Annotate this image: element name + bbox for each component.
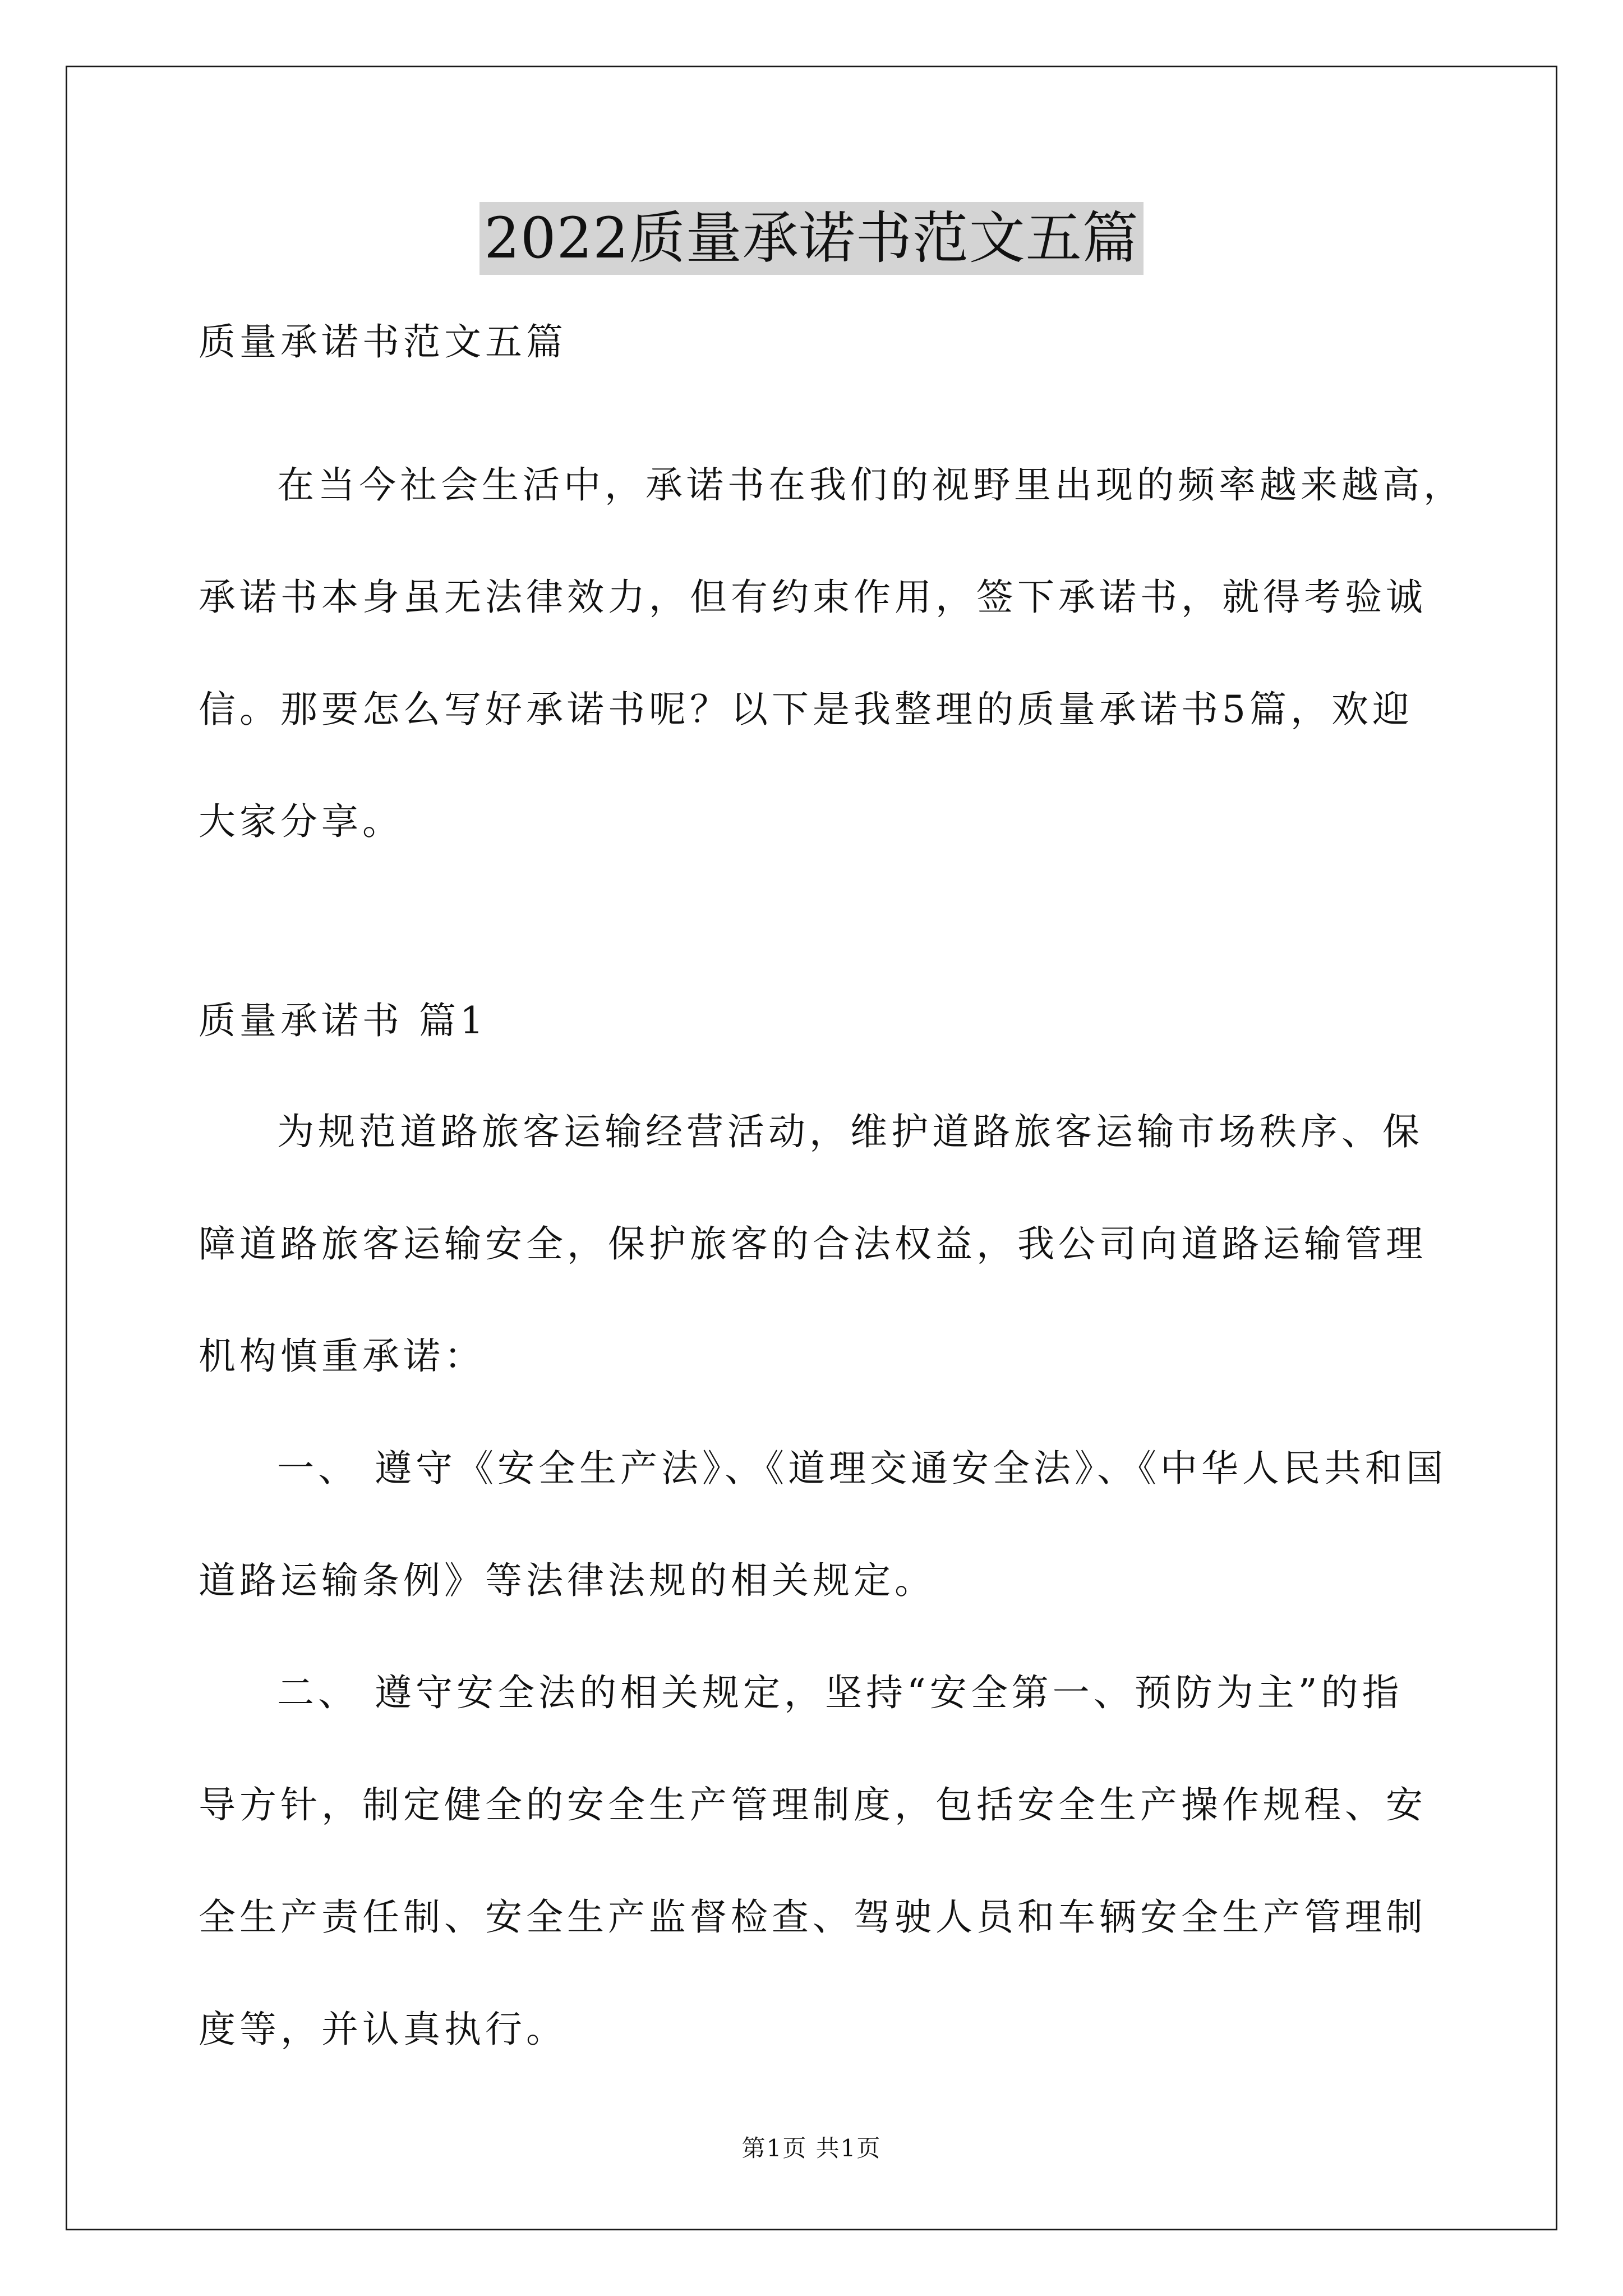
paragraph-2 [199,1412,1455,1637]
paragraph-line: 机构慎重承诺： [199,1335,485,1378]
paragraph-3 [199,1637,1455,2086]
paragraph-line: 障道路旅客运输安全，保护旅客的合法权益，我公司向道路运输管理 [199,1222,1427,1266]
document-title: 2022质量承诺书范文五篇 [479,202,1144,275]
intro-line: 承诺书本身虽无法律效力，但有约束作用，签下承诺书，就得考验诚 [199,576,1427,619]
paragraph-1 [199,1076,1455,1412]
subtitle: 质量承诺书范文五篇 [199,320,567,364]
paragraph-line: 度等，并认真执行。 [199,2008,567,2051]
paragraph-line: 一、 遵守《安全生产法》、《道理交通安全法》、《中华人民共和国 [277,1447,1447,1490]
paragraph-line: 二、 遵守安全法的相关规定，坚持“安全第一、预防为主”的指 [277,1671,1403,1714]
intro-line: 大家分享。 [199,800,403,843]
section-heading: 质量承诺书 篇1 [199,999,487,1042]
intro-paragraph [199,429,1464,878]
paragraph-line: 全生产责任制、安全生产监督检查、驾驶人员和车辆安全生产管理制 [199,1895,1427,1939]
paragraph-line: 道路运输条例》等法律法规的相关规定。 [199,1559,935,1602]
page-footer: 第1页 共1页 [741,2134,882,2162]
intro-line: 在当今社会生活中，承诺书在我们的视野里出现的频率越来越高， [277,463,1464,507]
paragraph-line: 为规范道路旅客运输经营活动，维护道路旅客运输市场秩序、保 [277,1110,1423,1153]
title-container [0,202,1623,275]
paragraph-line: 导方针，制定健全的安全生产管理制度，包括安全生产操作规程、安 [199,1783,1427,1826]
intro-line: 信。那要怎么写好承诺书呢？以下是我整理的质量承诺书5篇，欢迎 [199,688,1413,731]
